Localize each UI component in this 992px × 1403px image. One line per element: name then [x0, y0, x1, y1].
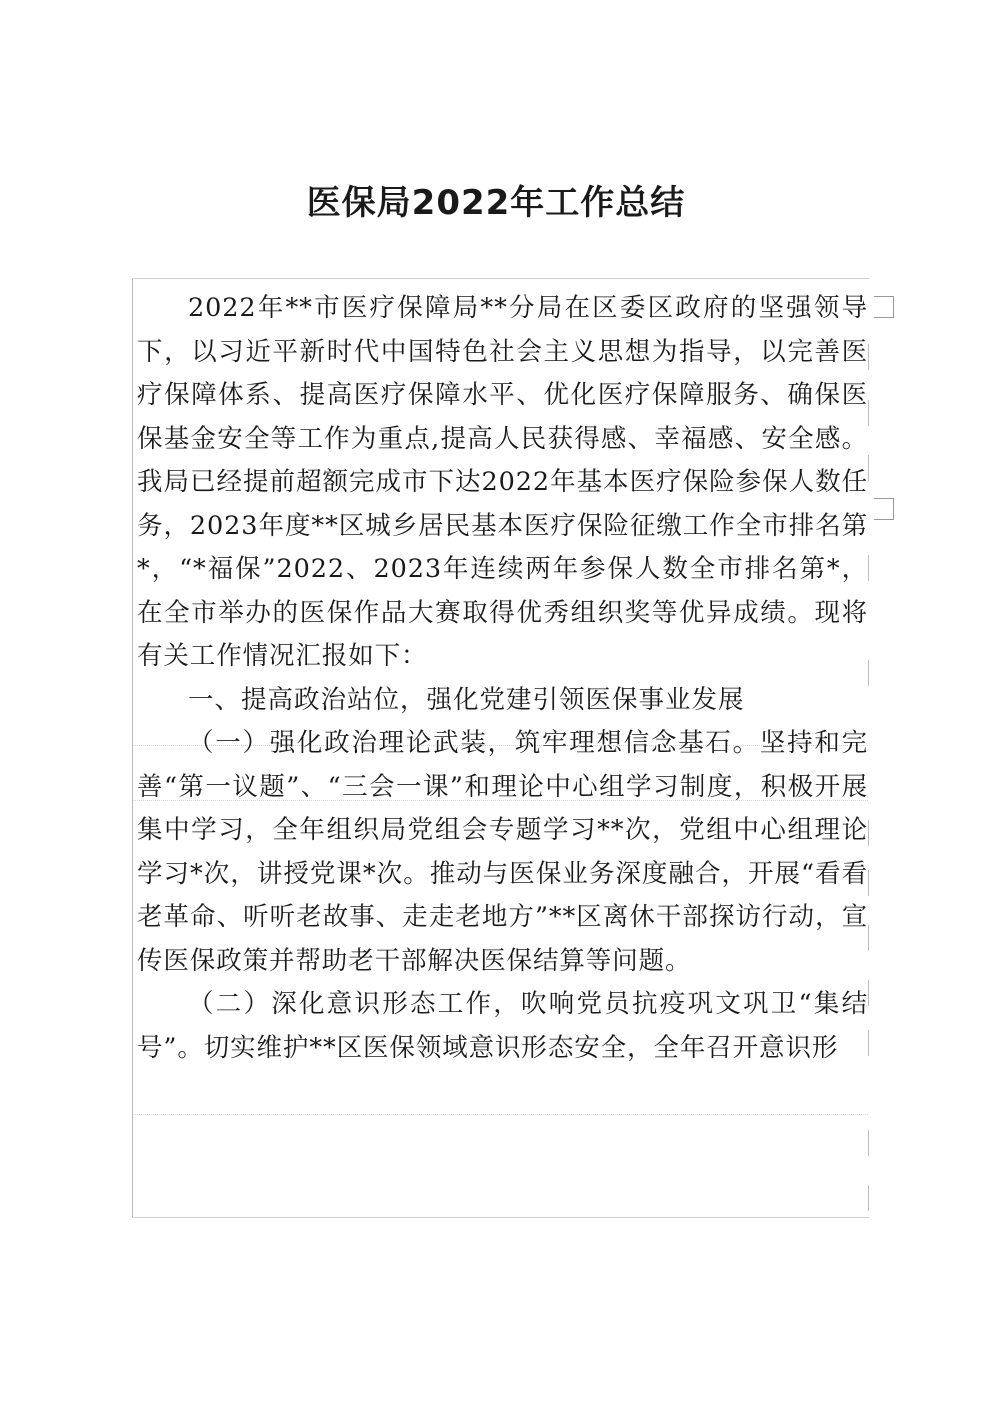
paragraph-item-2: （二）深化意识形态工作，吹响党员抗疫巩文巩卫“集结号”。切实维护**区医保领域意识形态安全，全年召开意识形 [137, 989, 868, 1063]
document-title: 医保局2022年工作总结 [306, 183, 686, 223]
right-margin-mark [868, 870, 869, 896]
bracket-mark [874, 296, 894, 318]
right-margin-mark [868, 455, 869, 481]
right-margin-mark [868, 925, 869, 951]
right-margin-mark [868, 980, 869, 1006]
right-margin-mark [868, 1130, 869, 1156]
right-margin-mark [868, 1030, 869, 1056]
section-heading: 一、提高政治站位，强化党建引领医保事业发展 [188, 684, 745, 715]
right-margin-mark [868, 400, 869, 426]
section-separator [133, 1114, 868, 1115]
right-margin-mark [868, 660, 869, 686]
paragraph-item-1: （一）强化政治理论武装，筑牢理想信念基石。坚持和完善“第一议题”、“三会一课”和理论中心组学习制度，积极开展集中学习，全年组织局党组会专题学习**次，党组中心组理论学习*次，讲授党课*次。推动与医保业务深度融合，开展“看看老革命、听听老故事、走走老地方”**区离休干部探访行动，宣传医保政策并帮助老干部解决医保结算等问题。 [137, 728, 868, 976]
right-margin-mark [868, 344, 869, 370]
document-body [137, 287, 868, 1070]
bracket-mark [874, 498, 894, 520]
paragraph-intro: 2022年**市医疗保障局**分局在区委区政府的坚强领导下，以习近平新时代中国特色社会主义思想为指导，以完善医疗保障体系、提高医疗保障水平、优化医疗保障服务、确保医保基金安全等工作为重点,提高人民获得感、幸福感、安全感。我局已经提前超额完成市下达2022年基本医疗保险参保人数任务，2023年度**区城乡居民基本医疗保险征缴工作全市排名第*，“*福保”2022、2023年连续两年参保人数全市排名第*，在全市举办的医保作品大赛取得优秀组织奖等优异成绩。现将有关工作情况汇报如下： [137, 293, 868, 671]
right-margin-mark [868, 1185, 869, 1211]
right-margin-mark [868, 555, 869, 581]
right-margin-mark [868, 820, 869, 846]
